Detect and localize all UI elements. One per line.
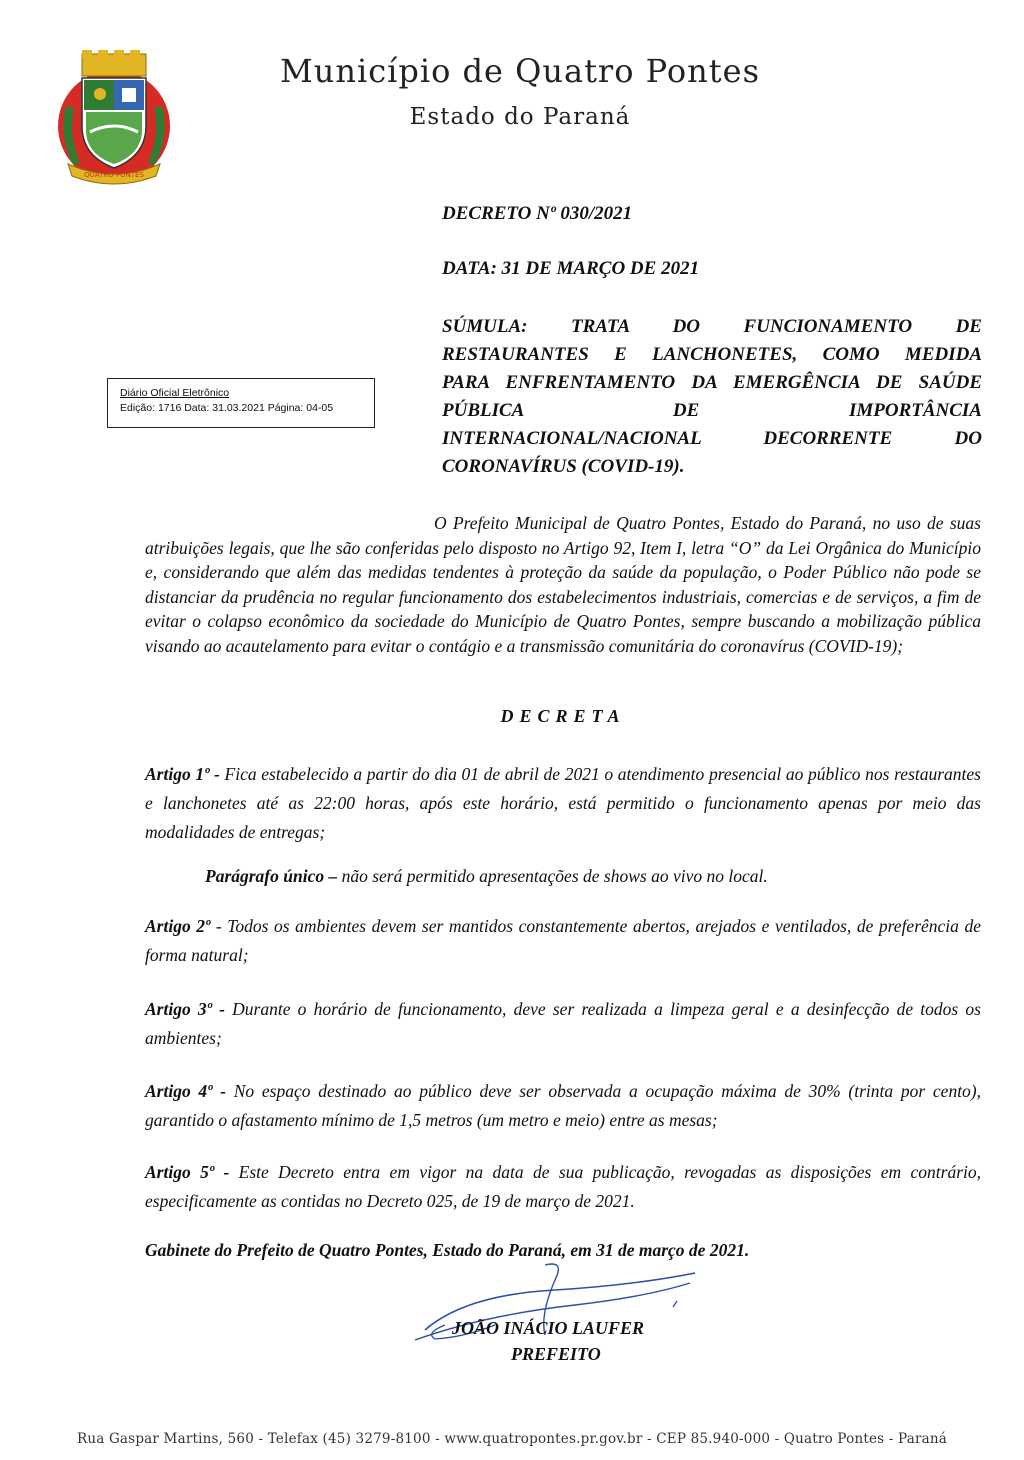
decree-date: DATA: 31 DE MARÇO DE 2021: [442, 258, 700, 279]
article-1: [145, 760, 981, 847]
svg-text:QUATRO PONTES: QUATRO PONTES: [84, 171, 144, 179]
article-text: No espaço destinado ao público deve ser observada a ocupação máxima de 30% (trinta por cento), garantido o afastamento mínimo de 1,5 metros (um metro e meio) entre as mesas;: [145, 1081, 982, 1130]
decree-number: DECRETO Nº 030/2021: [442, 203, 633, 224]
article-label: Artigo 5º -: [145, 1162, 230, 1182]
paragraph-label: Parágrafo único –: [205, 866, 338, 886]
signer-name: JOÃO INÁCIO LAUFER: [452, 1318, 645, 1338]
paragraph-text: não será permitido apresentações de shows ao vivo no local.: [337, 866, 768, 886]
municipality-title: Município de Quatro Pontes: [280, 52, 760, 90]
summary-line: PÚBLICA DE IMPORTÂNCIA: [442, 400, 982, 421]
stamp-details: Edição: 1716 Data: 31.03.2021 Página: 04-05: [120, 402, 334, 414]
article-label: Artigo 1º -: [145, 764, 220, 784]
article-5: [145, 1158, 981, 1216]
closing-statement: Gabinete do Prefeito de Quatro Pontes, Estado do Paraná, em 31 de março de 2021.: [145, 1240, 750, 1260]
state-subtitle: Estado do Paraná: [409, 104, 631, 130]
article-text: Fica estabelecido a partir do dia 01 de abril de 2021 o atendimento presencial ao público nos restaurantes e lanchonetes até as 22:00 horas, após este horário, está permitido o funcionamento apenas por meio das modalidades de entregas;: [145, 764, 981, 842]
footer-address: Rua Gaspar Martins, 560 - Telefax (45) 3279-8100 - www.quatropontes.pr.gov.br - CEP 85.940-000 - Quatro Pontes - Paraná: [76, 1431, 948, 1447]
article-3: [145, 995, 981, 1053]
summary-line: SÚMULA: TRATA DO FUNCIONAMENTO DE: [442, 316, 982, 337]
signer-role: PREFEITO: [511, 1344, 601, 1364]
municipal-coat-of-arms-icon: [44, 46, 184, 186]
decree-summary: [442, 313, 982, 481]
article-text: - Todos os ambientes devem ser mantidos constantemente abertos, arejados e ventilados, de preferência de forma natural;: [145, 916, 981, 965]
stamp-title: Diário Oficial Eletrônico: [120, 387, 230, 399]
article-text: Este Decreto entra em vigor na data de sua publicação, revogadas as disposições em contrário, especificamente as contidas no Decreto 025, de 19 de março de 2021.: [145, 1162, 981, 1211]
article-label: Artigo 3º -: [145, 999, 225, 1019]
article-text: Durante o horário de funcionamento, deve ser realizada a limpeza geral e a desinfecção de todos os ambientes;: [145, 999, 981, 1048]
summary-line: PARA ENFRENTAMENTO DA EMERGÊNCIA DE SAÚDE: [442, 372, 982, 393]
official-gazette-stamp: [107, 378, 375, 428]
article-4: [145, 1077, 981, 1135]
article-label: Artigo 2º: [145, 916, 216, 936]
sole-paragraph: [205, 866, 768, 887]
decreta-heading: DECRETA: [500, 706, 626, 726]
summary-line: RESTAURANTES E LANCHONETES, COMO MEDIDA: [442, 344, 982, 365]
summary-line: CORONAVÍRUS (COVID-19).: [442, 456, 685, 477]
intro-paragraph: O Prefeito Municipal de Quatro Pontes, Estado do Paraná, no uso de suas atribuições legais, que lhe são conferidas pelo disposto no Artigo 92, Item I, letra “O” da Lei Orgânica do Município e, considerando que além das medidas tendentes à proteção da saúde da população, o Poder Público não pode se distanciar da prudência no regular funcionamento dos estabelecimentos industriais, comercias e de serviços, a fim de evitar o colapso econômico da sociedade do Município de Quatro Pontes, sempre buscando a mobilização pública visando ao acautelamento para evitar o contágio e a transmissão comunitária do coronavírus (COVID-19);: [145, 513, 981, 656]
summary-line: INTERNACIONAL/NACIONAL DECORRENTE DO: [442, 428, 982, 449]
article-2: [145, 912, 981, 970]
article-label: Artigo 4º -: [145, 1081, 226, 1101]
